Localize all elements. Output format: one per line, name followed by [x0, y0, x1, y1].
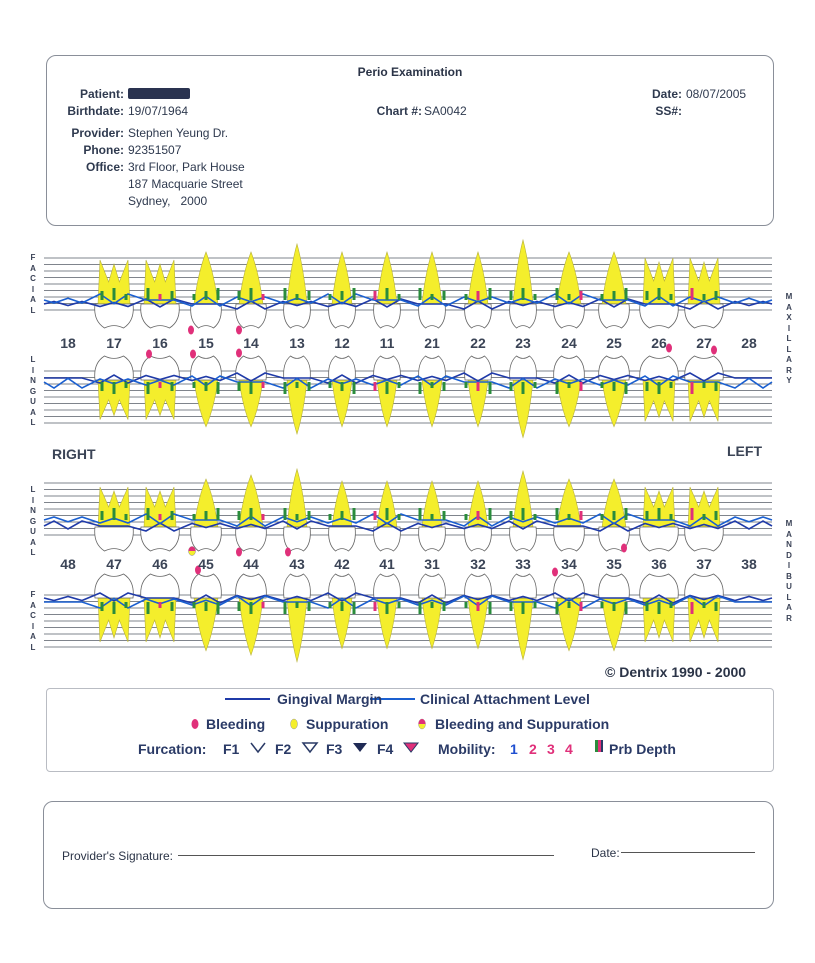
probe-depth-bar [703, 382, 706, 388]
tooth-number: 37 [696, 556, 712, 572]
probe-depth-bar [353, 602, 356, 614]
probe-depth-bar [658, 288, 661, 300]
probe-depth-bar [113, 288, 116, 300]
probe-depth-bar [556, 288, 559, 300]
legend-mobility-2: 2 [529, 741, 537, 757]
probe-depth-bar [159, 602, 162, 608]
probe-depth-bar [670, 294, 673, 300]
probe-depth-bar [386, 602, 389, 614]
provider-label: Provider: [71, 126, 124, 140]
probe-depth-bar [419, 602, 422, 614]
tooth-crown [510, 304, 537, 328]
chart-number-label: Chart #: [376, 104, 422, 118]
probe-depth-bar [703, 514, 706, 520]
probe-depth-bar [715, 511, 718, 520]
probe-depth-bar [431, 294, 434, 300]
probe-depth-bar [580, 602, 583, 611]
probe-depth-bar [601, 514, 604, 520]
exam-title: Perio Examination [357, 65, 463, 79]
tooth-number: 44 [243, 556, 259, 572]
probe-depth-bar [398, 514, 401, 520]
tooth-crown [685, 356, 724, 380]
probe-depth-bar [341, 382, 344, 391]
probe-depth-bar [613, 382, 616, 391]
probe-depth-bar [646, 382, 649, 391]
probe-depth-bar [159, 382, 162, 388]
tooth-number: 36 [651, 556, 667, 572]
probe-depth-bar [658, 508, 661, 520]
probe-depth-bar [374, 511, 377, 520]
probe-depth-bar [341, 511, 344, 520]
provider-value: Stephen Yeung Dr. [128, 126, 229, 140]
patient-label: Patient: [79, 87, 124, 101]
tooth-number: 43 [289, 556, 305, 572]
tooth-crown [95, 574, 134, 598]
probe-depth-bar [171, 602, 174, 611]
tooth-number: 33 [515, 556, 531, 572]
probe-depth-bar [238, 382, 241, 391]
tooth-crown [95, 356, 134, 380]
probe-depth-bar [398, 602, 401, 608]
tooth-number: 23 [515, 335, 531, 351]
probe-depth-bar [193, 294, 196, 300]
probe-depth-bar [658, 382, 661, 394]
probe-depth-bar [217, 602, 220, 614]
probe-depth-bar [193, 514, 196, 520]
probe-depth-bar [443, 291, 446, 300]
probe-depth-bar [125, 514, 128, 520]
probe-depth-bar [238, 602, 241, 611]
probe-depth-bar [489, 382, 492, 394]
date-label: Date: [651, 87, 682, 101]
probe-depth-bar [262, 602, 265, 608]
probe-depth-bar [419, 508, 422, 520]
probe-depth-bar [398, 382, 401, 388]
probe-depth-bar [534, 382, 537, 388]
probe-depth-bar [443, 382, 446, 391]
tooth-number: 48 [60, 556, 76, 572]
probe-depth-bar [296, 382, 299, 388]
legend-f2: F2 [275, 741, 292, 757]
probe-depth-bar [489, 602, 492, 614]
probe-depth-bar [625, 288, 628, 300]
tooth-crown [329, 574, 356, 598]
probe-depth-bar [613, 511, 616, 520]
tooth-crown [554, 304, 585, 328]
lingual-label-lower: L I N G U A L [29, 485, 37, 557]
probe-depth-bar [522, 602, 525, 614]
mandibular-label: M A N D I B U L A R [785, 519, 793, 623]
ss-label: SS#: [655, 104, 682, 118]
tooth-crown [685, 574, 724, 598]
probe-depth-bar [691, 602, 694, 614]
legend-f1: F1 [223, 741, 240, 757]
probe-depth-bar [296, 514, 299, 520]
legend-mobility: Mobility: [438, 741, 496, 757]
facial-label-lower: F A C I A L [30, 590, 36, 652]
tooth-number: 41 [379, 556, 395, 572]
probe-depth-bar [601, 294, 604, 300]
tooth-number: 12 [334, 335, 350, 351]
probe-depth-bar [113, 602, 116, 614]
probe-depth-bar [419, 382, 422, 394]
bleeding-dot [236, 326, 242, 335]
probe-depth-bar [613, 602, 616, 611]
probe-depth-bar [670, 514, 673, 520]
probe-depth-bar [715, 382, 718, 391]
probe-depth-bar [465, 514, 468, 520]
probe-depth-bar [625, 508, 628, 520]
probe-depth-bar [113, 382, 116, 394]
birthdate-label: Birthdate: [67, 104, 124, 118]
tooth-crown [374, 527, 401, 551]
probe-depth-bar [556, 382, 559, 394]
probe-depth-bar [601, 382, 604, 388]
tooth-crown [510, 356, 537, 380]
probe-depth-bar [353, 382, 356, 394]
probe-depth-bar [465, 382, 468, 388]
tooth-crown [554, 356, 585, 380]
probe-depth-bar [262, 294, 265, 300]
tooth-crown [419, 304, 446, 328]
probe-depth-bar [205, 602, 208, 611]
probe-depth-bar [419, 288, 422, 300]
probe-depth-bar [250, 382, 253, 394]
probe-depth-bar [431, 382, 434, 388]
tooth-number: 13 [289, 335, 305, 351]
tooth-number: 26 [651, 335, 667, 351]
probe-depth-bar [171, 291, 174, 300]
provider-signature-label: Provider's Signature: [62, 849, 174, 863]
probe-depth-bar [217, 288, 220, 300]
legend-mobility-3: 3 [547, 741, 555, 757]
probe-depth-bar [477, 382, 480, 391]
probe-depth-bar [580, 382, 583, 391]
probe-depth-bar [580, 291, 583, 300]
birthdate-value: 19/07/1964 [128, 104, 189, 118]
probe-depth-bar [715, 291, 718, 300]
tooth-root [468, 481, 488, 527]
legend-gingival-margin: Gingival Margin [277, 691, 383, 707]
probe-depth-bar [262, 382, 265, 388]
probe-depth-bar [250, 288, 253, 300]
tooth-crown [236, 356, 267, 380]
probe-depth-bar [386, 382, 389, 394]
tooth-crown [284, 356, 311, 380]
probe-depth-bar [510, 382, 513, 391]
probe-depth-bar [477, 602, 480, 611]
probe-depth-bar [691, 288, 694, 300]
tooth-crown [599, 574, 630, 598]
tooth-crown [284, 527, 311, 551]
probe-depth-bar [262, 514, 265, 520]
probe-depth-bar [580, 511, 583, 520]
probe-depth-bar [147, 288, 150, 300]
office-label: Office: [85, 160, 124, 174]
bleeding-dot [621, 544, 627, 553]
right-label: RIGHT [52, 446, 96, 462]
tooth-crown [284, 574, 311, 598]
probe-depth-bar [703, 602, 706, 608]
probe-depth-bar [625, 602, 628, 614]
probe-depth-bar [658, 602, 661, 614]
probe-depth-bar [489, 288, 492, 300]
tooth-crown [95, 304, 134, 328]
probe-depth-bar [329, 514, 332, 520]
probe-depth-bar [556, 508, 559, 520]
probe-depth-bar [353, 288, 356, 300]
tooth-root [643, 487, 675, 527]
probe-depth-bar [534, 602, 537, 608]
tooth-number: 27 [696, 335, 712, 351]
tooth-number: 15 [198, 335, 214, 351]
tooth-crown [419, 527, 446, 551]
probe-depth-bar [308, 291, 311, 300]
probe-depth-bar [601, 602, 604, 608]
tooth-number: 16 [152, 335, 168, 351]
probe-depth-bar [193, 602, 196, 608]
legend-suppuration: Suppuration [306, 716, 389, 732]
tooth-number: 11 [379, 335, 395, 351]
probe-depth-bar [101, 291, 104, 300]
tooth-crown [284, 304, 311, 328]
legend-bleeding: Bleeding [206, 716, 266, 732]
probe-depth-bar [125, 382, 128, 388]
legend-bleeding-suppuration: Bleeding and Suppuration [435, 716, 610, 732]
legend-cal: Clinical Attachment Level [420, 691, 590, 707]
probe-depth-bar [568, 514, 571, 520]
lingual-label-upper: L I N G U A L [29, 355, 37, 427]
legend-probe-depth: Prb Depth [609, 741, 676, 757]
tooth-crown [141, 574, 180, 598]
office-line-1: 3rd Floor, Park House [128, 160, 245, 174]
probe-depth-bar [465, 602, 468, 608]
probe-depth-bar [159, 294, 162, 300]
probe-depth-bar [522, 382, 525, 394]
probe-depth-bar [341, 602, 344, 611]
tooth-crown [554, 527, 585, 551]
tooth-crown [191, 527, 222, 551]
probe-depth-bar [308, 511, 311, 520]
provider-signature-line[interactable] [178, 855, 554, 856]
probe-depth-bar [308, 382, 311, 391]
probe-depth-bar [568, 294, 571, 300]
probe-depth-bar [477, 511, 480, 520]
legend-furcation: Furcation: [138, 741, 207, 757]
probe-depth-bar [670, 602, 673, 608]
legend-mobility-1: 1 [510, 741, 518, 757]
probe-depth-bar [147, 382, 150, 394]
probe-depth-bar [625, 382, 628, 394]
probe-depth-bar [205, 511, 208, 520]
probe-depth-bar [101, 382, 104, 391]
tooth-number: 31 [424, 556, 440, 572]
probe-depth-bar [703, 294, 706, 300]
probe-depth-bar [489, 508, 492, 520]
probe-depth-bar [715, 602, 718, 611]
date-value: 08/07/2005 [686, 87, 747, 101]
probe-depth-bar [386, 508, 389, 520]
tooth-crown [374, 574, 401, 598]
tooth-crown [465, 527, 492, 551]
tooth-number: 14 [243, 335, 259, 351]
probe-depth-bar [613, 291, 616, 300]
probe-depth-bar [510, 291, 513, 300]
facial-label-upper: F A C I A L [30, 253, 36, 315]
probe-depth-bar [341, 291, 344, 300]
bleeding-dot [188, 326, 194, 335]
tooth-crown [329, 304, 356, 328]
probe-depth-bar [443, 511, 446, 520]
tooth-number: 32 [470, 556, 486, 572]
probe-depth-bar [329, 602, 332, 608]
tooth-crown [510, 527, 537, 551]
probe-depth-bar [250, 508, 253, 520]
probe-depth-bar [217, 382, 220, 394]
tooth-number: 17 [106, 335, 122, 351]
copyright: © Dentrix 1990 - 2000 [605, 664, 747, 680]
probe-depth-bar [431, 602, 434, 608]
tooth-number: 38 [741, 556, 757, 572]
tooth-number: 34 [561, 556, 577, 572]
probe-depth-bar [477, 291, 480, 300]
tooth-number: 47 [106, 556, 122, 572]
probe-depth-bar [510, 511, 513, 520]
tooth-root [377, 481, 397, 527]
probe-depth-bar [465, 294, 468, 300]
tooth-crown [685, 304, 724, 328]
tooth-number: 21 [424, 335, 440, 351]
probe-depth-bar [691, 508, 694, 520]
probe-depth-bar [374, 602, 377, 611]
probe-depth-bar [284, 288, 287, 300]
tooth-number: 25 [606, 335, 622, 351]
signature-date-label: Date: [591, 846, 620, 860]
probe-depth-bar [670, 382, 673, 388]
probe-depth-bar [284, 602, 287, 614]
tooth-crown [95, 527, 134, 551]
tooth-crown [329, 356, 356, 380]
probe-depth-bar [510, 602, 513, 611]
phone-value: 92351507 [128, 143, 182, 157]
probe-depth-bar [205, 382, 208, 391]
probe-depth-bar [522, 288, 525, 300]
probe-depth-bar [159, 514, 162, 520]
probe-depth-bar [646, 602, 649, 611]
tooth-crown [640, 304, 679, 328]
tooth-root [98, 487, 130, 527]
tooth-crown [236, 574, 267, 598]
probe-depth-bar [398, 294, 401, 300]
probe-depth-bar [238, 511, 241, 520]
legend-lines [0, 680, 815, 770]
maxillary-label: M A X I L L A R Y [785, 292, 793, 385]
probe-depth-bar [556, 602, 559, 614]
tooth-number: 18 [60, 335, 76, 351]
tooth-crown [465, 304, 492, 328]
phone-label: Phone: [83, 143, 124, 157]
tooth-number: 42 [334, 556, 350, 572]
probe-depth-bar [101, 602, 104, 611]
tooth-number: 45 [198, 556, 214, 572]
probe-depth-bar [431, 514, 434, 520]
tooth-crown [191, 304, 222, 328]
tooth-crown [236, 527, 267, 551]
tooth-crown [329, 527, 356, 551]
probe-depth-bar [217, 508, 220, 520]
probe-depth-bar [296, 294, 299, 300]
probe-depth-bar [147, 602, 150, 614]
probe-depth-bar [250, 602, 253, 614]
probe-depth-bar [171, 382, 174, 391]
probe-depth-bar [329, 382, 332, 388]
probe-depth-bar [329, 294, 332, 300]
legend-f3: F3 [326, 741, 343, 757]
probe-depth-bar [147, 508, 150, 520]
office-line-3: Sydney, 2000 [128, 194, 208, 208]
probe-depth-bar [308, 602, 311, 611]
chart-number-value: SA0042 [424, 104, 467, 118]
tooth-number: 46 [152, 556, 168, 572]
probe-depth-bar [284, 382, 287, 394]
signature-date-line[interactable] [621, 852, 755, 853]
probe-depth-bar [568, 602, 571, 608]
left-label: LEFT [727, 443, 762, 459]
probe-depth-bar [171, 511, 174, 520]
probe-depth-bar [522, 508, 525, 520]
probe-depth-bar [205, 291, 208, 300]
probe-depth-bar [296, 602, 299, 608]
probe-depth-bar [534, 294, 537, 300]
probe-depth-bar [691, 382, 694, 394]
probe-depth-bar [113, 508, 116, 520]
probe-depth-bar [534, 514, 537, 520]
probe-depth-bar [353, 508, 356, 520]
tooth-root [287, 380, 307, 434]
tooth-crown [510, 574, 537, 598]
probe-depth-bar [193, 382, 196, 388]
tooth-number: 35 [606, 556, 622, 572]
tooth-crown [685, 527, 724, 551]
tooth-root [144, 487, 176, 527]
office-line-2: 187 Macquarie Street [128, 177, 243, 191]
probe-depth-bar [386, 288, 389, 300]
tooth-number: 28 [741, 335, 757, 351]
tooth-crown [465, 574, 492, 598]
probe-depth-bar [646, 291, 649, 300]
probe-depth-bar [443, 602, 446, 611]
probe-depth-bar [101, 511, 104, 520]
probe-depth-bar [568, 382, 571, 388]
probe-depth-bar [125, 294, 128, 300]
probe-depth-bar [374, 291, 377, 300]
legend-mobility-4: 4 [565, 741, 573, 757]
probe-depth-bar [238, 291, 241, 300]
probe-depth-bar [646, 511, 649, 520]
legend-f4: F4 [377, 741, 394, 757]
probe-depth-bar [284, 508, 287, 520]
tooth-number: 22 [470, 335, 486, 351]
tooth-crown [640, 527, 679, 551]
tooth-number: 24 [561, 335, 577, 351]
probe-depth-bar [374, 382, 377, 391]
tooth-root [688, 487, 720, 527]
probe-depth-bar [125, 602, 128, 608]
